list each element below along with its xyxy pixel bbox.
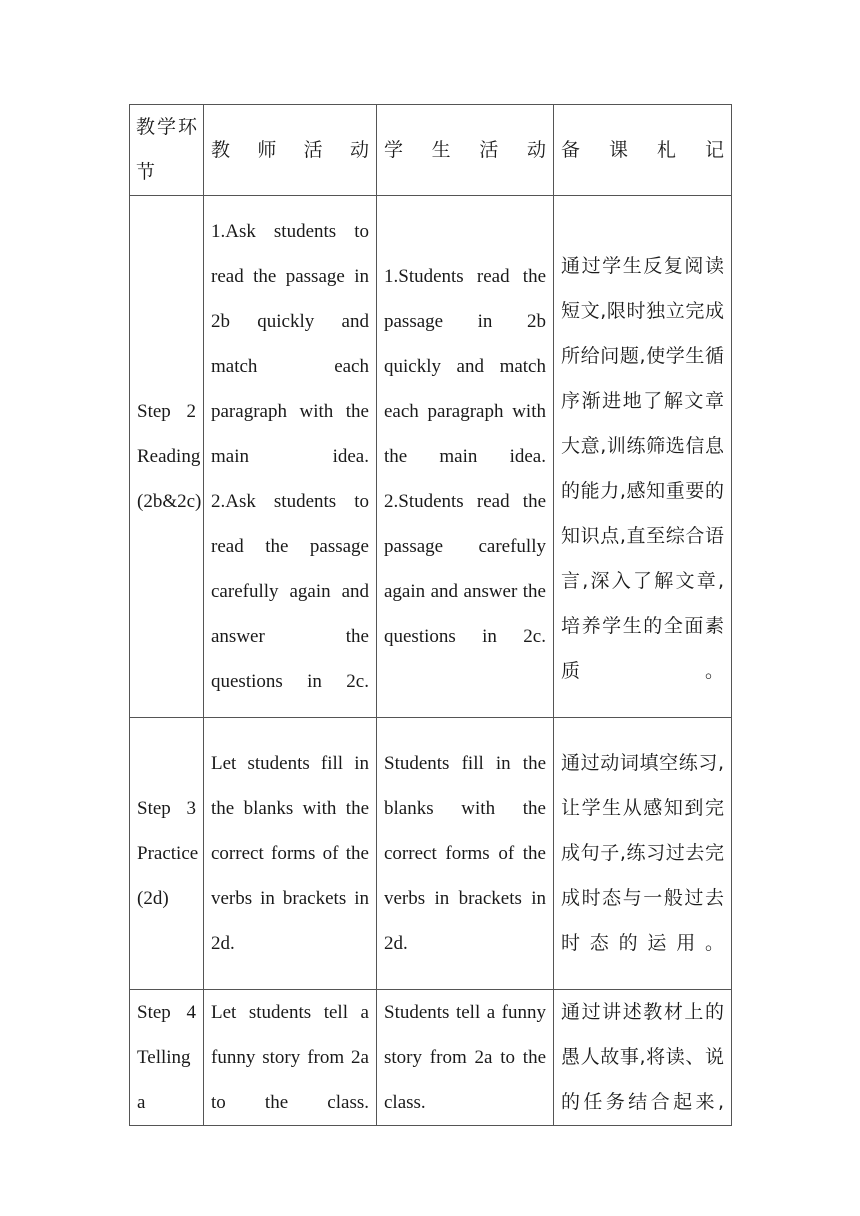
teacher-activity-item: 1.Ask students to read the passage in 2b quickly and match each paragraph with the main idea. [211,221,369,467]
student-activity-item: Students fill in the blanks with the correct forms of the verbs in brackets in 2d. [384,753,546,954]
lesson-plan-table [129,104,732,1126]
table-header-row [130,105,732,196]
teacher-activity-item: Let students tell a funny story from 2a to the class. [211,1002,369,1113]
teacher-activity-cell [204,718,377,990]
teacher-activity-item: Let students fill in the blanks with the correct forms of the verbs in brackets in 2d. [211,753,369,954]
student-activity-cell [377,196,554,718]
teacher-activity-cell [204,196,377,718]
student-activity-item: 1.Students read the passage in 2b quickly and match each paragraph with the main idea. [384,266,546,467]
stage-cell: Step 3 Practice (2d) [130,718,204,990]
header-stage: 教学环节 [130,105,204,196]
student-activity-cell [377,718,554,990]
header-lesson-notes: 备课札记 [554,105,732,196]
teacher-activity-cell [204,990,377,1126]
lesson-notes-cell: 通过讲述教材上的愚人故事,将读、说的任务结合起来, [554,990,732,1126]
header-teacher-activity: 教师活动 [204,105,377,196]
lesson-notes-cell: 通过动词填空练习,让学生从感知到完成句子,练习过去完成时态与一般过去时态的运用。 [554,718,732,990]
student-activity-item: 2.Students read the passage carefully again and answer the questions in 2c. [384,491,546,647]
table-row [130,718,732,990]
teacher-activity-item: 2.Ask students to read the passage carefully again and answer the questions in 2c. [211,491,369,692]
table-row [130,196,732,718]
student-activity-item: Students tell a funny story from 2a to the class. [384,1002,546,1113]
lesson-notes-cell: 通过学生反复阅读短文,限时独立完成所给问题,使学生循序渐进地了解文章大意,训练筛选信息的能力,感知重要的知识点,直至综合语言,深入了解文章,培养学生的全面素质。 [554,196,732,718]
stage-cell: Step 4 Telling a [130,990,204,1126]
table-row [130,990,732,1126]
student-activity-cell [377,990,554,1126]
header-student-activity: 学生活动 [377,105,554,196]
stage-cell: Step 2 Reading (2b&2c) [130,196,204,718]
